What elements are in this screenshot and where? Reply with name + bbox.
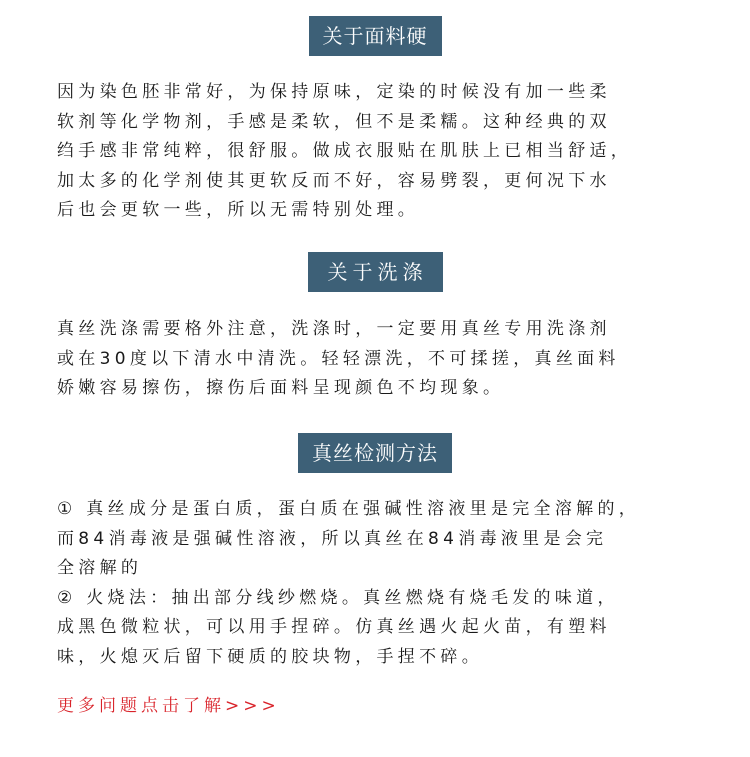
paragraph-washing [57, 315, 727, 404]
text-line: ② 火烧法：抽出部分线纱燃烧。真丝燃烧有烧毛发的味道， [57, 587, 619, 608]
text-line: 加太多的化学剂使其更软反而不好，容易劈裂，更何况下水 [57, 170, 611, 191]
section-title: 关于洗涤 [308, 252, 443, 292]
section-title: 关于面料硬 [309, 16, 442, 56]
text-line: 绉手感非常纯粹，很舒服。做成衣服贴在肌肤上已相当舒适， [57, 141, 633, 162]
text-line: 味，火熄灭后留下硬质的胶块物，手捏不碎。 [57, 646, 483, 667]
paragraph-fabric-hardness [57, 78, 727, 226]
section-title: 真丝检测方法 [298, 433, 452, 473]
section-header-fabric-hardness [0, 16, 750, 56]
text-line: 或在30度以下清水中清洗。轻轻漂洗，不可揉搓，真丝面料 [57, 348, 620, 369]
text-line: 真丝洗涤需要格外注意，洗涤时，一定要用真丝专用洗涤剂 [57, 319, 611, 339]
text-line: 而84消毒液是强碱性溶液，所以真丝在84消毒液里是会完 [57, 528, 608, 549]
text-line: 成黑色微粒状，可以用手捏碎。仿真丝遇火起火苗，有塑料 [57, 617, 611, 638]
text-line: 软剂等化学物剂，手感是柔软，但不是柔糯。这种经典的双 [57, 111, 611, 132]
text-line: 全溶解的 [57, 558, 143, 579]
text-line: 因为染色胚非常好，为保持原味，定染的时候没有加一些柔 [57, 82, 611, 102]
text-line: 后也会更软一些，所以无需特别处理。 [57, 200, 420, 221]
text-line: 娇嫩容易擦伤，擦伤后面料呈现颜色不均现象。 [57, 378, 505, 399]
section-header-silk-testing [0, 433, 750, 473]
section-header-washing [0, 252, 750, 292]
more-questions-link[interactable]: 更多问题点击了解>>> [57, 696, 280, 716]
text-line: ① 真丝成分是蛋白质，蛋白质在强碱性溶液里是完全溶解的， [57, 499, 641, 519]
paragraph-silk-testing [57, 495, 727, 673]
